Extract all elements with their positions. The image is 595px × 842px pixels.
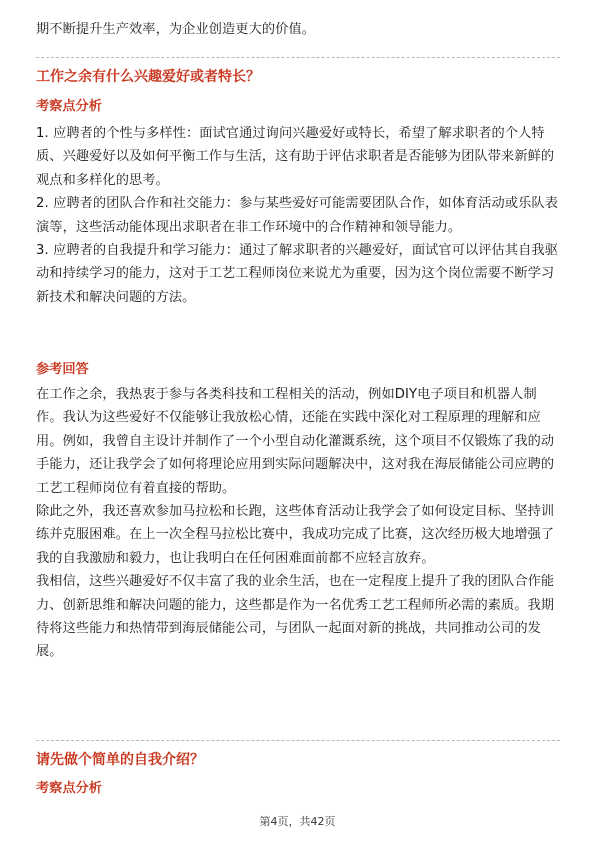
analysis-points [36, 122, 560, 309]
analysis-heading: 考察点分析 [36, 781, 102, 796]
answer-heading: 参考回答 [36, 362, 89, 377]
question-title: 工作之余有什么兴趣爱好或者特长？ [36, 69, 260, 85]
answer-paragraph: 我相信，这些兴趣爱好不仅丰富了我的业余生活，也在一定程度上提升了我的团队合作能力、创新思维和解决问题的能力，这些都是作为一名优秀工艺工程师所必需的素质。我期待将这些能力和热情带到海辰储能公司，与团队一起面对新的挑战，共同推动公司的发展。 [36, 574, 555, 660]
section-divider [36, 57, 560, 58]
page-number: 第4页，共42页 [259, 815, 336, 828]
analysis-point: 1. 应聘者的个性与多样性：面试官通过询问兴趣爱好或特长，希望了解求职者的个人特质、兴趣爱好以及如何平衡工作与生活，这有助于评估求职者是否能够为团队带来新鲜的观点和多样化的思考。 [36, 126, 555, 188]
section-divider [36, 740, 560, 741]
previous-answer-tail [36, 18, 560, 41]
answer-paragraph: 在工作之余，我热衷于参与各类科技和工程相关的活动，例如DIY电子项目和机器人制作。我认为这些爱好不仅能够让我放松心情，还能在实践中深化对工程原理的理解和应用。例如，我曾自主设计并制作了一个小型自动化灌溉系统，这个项目不仅锻炼了我的动手能力，还让我学会了如何将理论应用到实际问题解决中，这对我在海辰储能公司应聘的工艺工程师岗位有着直接的帮助。 [36, 387, 555, 496]
reference-answer [36, 383, 560, 664]
question-title: 请先做个简单的自我介绍？ [36, 752, 204, 768]
analysis-heading: 考察点分析 [36, 99, 102, 114]
paragraph: 期不断提升生产效率，为企业创造更大的价值。 [36, 22, 316, 37]
answer-paragraph: 除此之外，我还喜欢参加马拉松和长跑，这些体育活动让我学会了如何设定目标、坚持训练并克服困难。在上一次全程马拉松比赛中，我成功完成了比赛，这次经历极大地增强了我的自我激励和毅力，也让我明白在任何困难面前都不应轻言放弃。 [36, 504, 555, 566]
analysis-point: 2. 应聘者的团队合作和社交能力：参与某些爱好可能需要团队合作，如体育活动或乐队表演等，这些活动能体现出求职者在非工作环境中的合作精神和领导能力。 [36, 196, 558, 235]
analysis-point: 3. 应聘者的自我提升和学习能力：通过了解求职者的兴趣爱好，面试官可以评估其自我驱动和持续学习的能力，这对于工艺工程师岗位来说尤为重要，因为这个岗位需要不断学习新技术和解决问题的方法。 [36, 243, 558, 305]
